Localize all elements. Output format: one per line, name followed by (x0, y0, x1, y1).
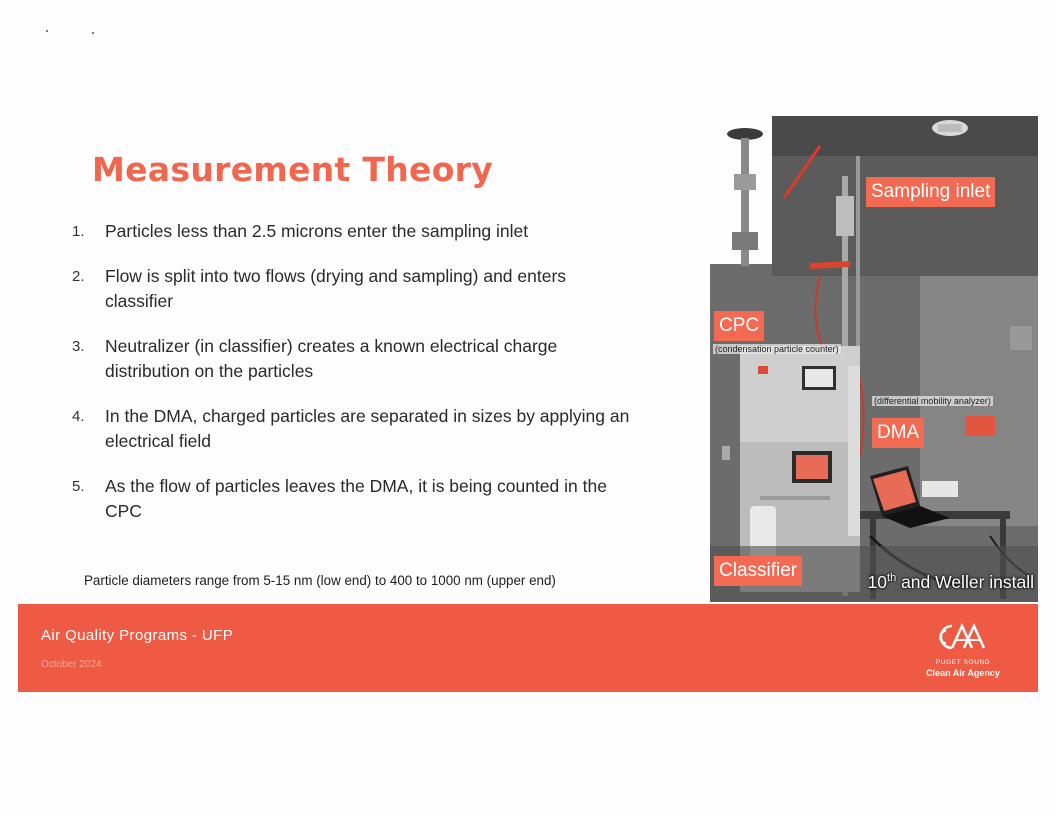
label-classifier: Classifier (714, 556, 802, 586)
step-text: Neutralizer (in classifier) creates a known electrical charge distribution on the particles (105, 336, 558, 381)
equipment-photo (710, 116, 1038, 602)
photo-caption (868, 572, 1034, 593)
logo-name: Clean Air Agency (926, 668, 1000, 678)
caption-text: and Weller install (896, 572, 1034, 592)
step-text: As the flow of particles leaves the DMA, it is being counted in the CPC (105, 476, 607, 521)
step-item (72, 219, 632, 244)
label-dma: DMA (872, 418, 924, 448)
label-sampling-inlet: Sampling inlet (866, 177, 995, 207)
step-item (72, 474, 632, 524)
caption-number: 10 (867, 572, 888, 592)
agency-logo (920, 618, 1006, 682)
step-text: Flow is split into two flows (drying and sampling) and enters classifier (105, 266, 567, 311)
logo-subtitle: PUGET SOUND (935, 659, 991, 666)
step-number: 5. (72, 478, 85, 495)
step-item (72, 334, 632, 384)
step-item (72, 404, 632, 454)
step-number: 3. (72, 338, 85, 355)
steps-list (72, 219, 632, 544)
footer-title: Air Quality Programs - UFP (41, 627, 234, 644)
label-dma-full: (differential mobility analyzer) (874, 396, 991, 406)
step-number: 4. (72, 408, 85, 425)
scan-speck (92, 32, 94, 34)
step-text: Particles less than 2.5 microns enter the sampling inlet (105, 221, 529, 241)
label-cpc-full: (condensation particle counter) (715, 344, 839, 354)
step-text: In the DMA, charged particles are separated in sizes by applying an electrical field (105, 406, 630, 451)
scan-speck (46, 30, 48, 32)
step-number: 2. (72, 268, 85, 285)
step-item (72, 264, 632, 314)
footer-date: October 2024 (41, 659, 102, 670)
particle-range-note: Particle diameters range from 5-15 nm (low end) to 400 to 1000 nm (upper end) (84, 573, 556, 588)
slide-title: Measurement Theory (92, 150, 494, 189)
caption-superscript: th (887, 572, 897, 585)
step-number: 1. (72, 223, 85, 240)
footer-bar (18, 604, 1038, 692)
label-cpc: CPC (714, 311, 764, 341)
agency-logo-icon (938, 618, 988, 656)
